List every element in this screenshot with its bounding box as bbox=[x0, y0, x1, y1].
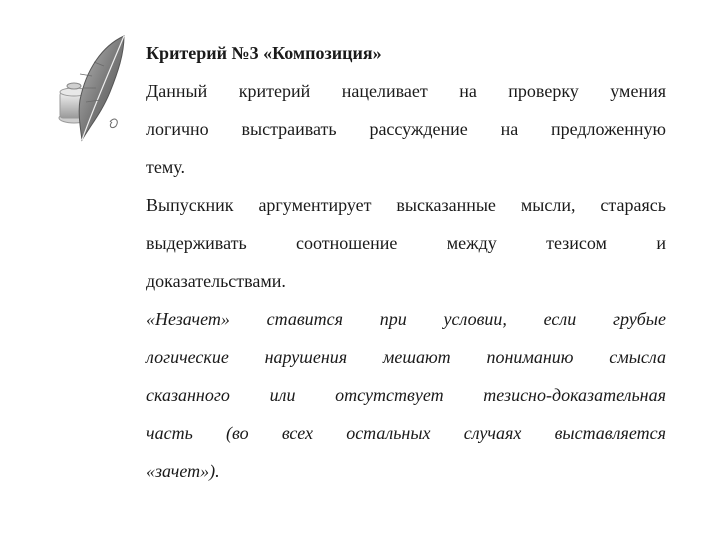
paragraph1-line3 bbox=[146, 158, 666, 196]
word: и bbox=[656, 233, 666, 253]
word: выдерживать bbox=[146, 233, 247, 253]
word: «зачет»). bbox=[146, 461, 220, 481]
word: между bbox=[446, 233, 497, 253]
quill-pen-icon bbox=[50, 30, 130, 150]
paragraph1-line2 bbox=[146, 120, 666, 158]
criterion-title: Критерий №3 «Композиция» bbox=[146, 43, 382, 63]
word: остальных bbox=[346, 423, 431, 443]
word: Данный bbox=[146, 81, 208, 101]
word: проверку bbox=[508, 81, 579, 101]
word: выставляется bbox=[554, 423, 666, 443]
paragraph3-line3 bbox=[146, 386, 666, 424]
word: тезисно-доказательная bbox=[483, 385, 666, 405]
word: если bbox=[543, 309, 577, 329]
word: сказанного bbox=[146, 385, 230, 405]
word: ставится bbox=[266, 309, 344, 329]
paragraph3-line4 bbox=[146, 424, 666, 462]
word: отсутствует bbox=[335, 385, 444, 405]
word: доказательствами. bbox=[146, 271, 286, 291]
paragraph1-line1 bbox=[146, 82, 666, 120]
word: нарушения bbox=[264, 347, 348, 367]
word: или bbox=[269, 385, 296, 405]
word: мысли, bbox=[520, 195, 576, 215]
word: рассуждение bbox=[369, 119, 468, 139]
word: мешают bbox=[382, 347, 451, 367]
paragraph3-line5 bbox=[146, 462, 666, 500]
word: предложенную bbox=[551, 119, 666, 139]
word: на bbox=[500, 119, 519, 139]
word: часть bbox=[146, 423, 193, 443]
word: соотношение bbox=[296, 233, 398, 253]
word: при bbox=[379, 309, 407, 329]
word: выстраивать bbox=[241, 119, 337, 139]
word: высказанные bbox=[396, 195, 496, 215]
word: грубые bbox=[612, 309, 666, 329]
word: Выпускник bbox=[146, 195, 234, 215]
word: на bbox=[459, 81, 477, 101]
paragraph3-line2 bbox=[146, 348, 666, 386]
word: смысла bbox=[609, 347, 666, 367]
word: логично bbox=[146, 119, 209, 139]
paragraph3-line1 bbox=[146, 310, 666, 348]
word: умения bbox=[610, 81, 666, 101]
word: (во bbox=[226, 423, 249, 443]
word: стараясь bbox=[600, 195, 666, 215]
word: всех bbox=[281, 423, 313, 443]
word: критерий bbox=[238, 81, 311, 101]
word: пониманию bbox=[486, 347, 574, 367]
word: случаях bbox=[463, 423, 522, 443]
word: нацеливает bbox=[341, 81, 428, 101]
criterion-text bbox=[146, 44, 666, 500]
word: аргументирует bbox=[258, 195, 372, 215]
word: тему. bbox=[146, 157, 185, 177]
word: логические bbox=[146, 347, 229, 367]
paragraph2-line1 bbox=[146, 196, 666, 234]
word: условии, bbox=[443, 309, 507, 329]
paragraph2-line2 bbox=[146, 234, 666, 272]
word: «Незачет» bbox=[146, 309, 230, 329]
word: тезисом bbox=[546, 233, 607, 253]
paragraph2-line3 bbox=[146, 272, 666, 310]
